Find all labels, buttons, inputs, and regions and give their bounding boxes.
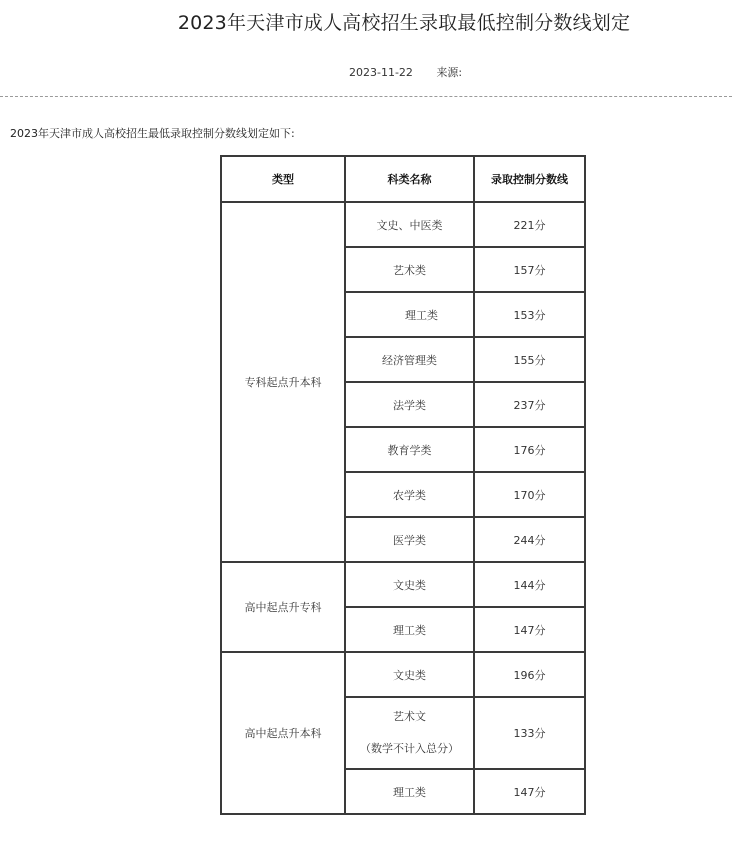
intro-text: 2023年天津市成人高校招生最低录取控制分数线划定如下: <box>10 127 295 140</box>
score-cell: 133分 <box>474 697 585 769</box>
subject-cell <box>345 697 474 769</box>
score-cell: 147分 <box>474 607 585 652</box>
score-cell: 153分 <box>474 292 585 337</box>
subject-text: 理工类 <box>405 308 438 322</box>
score-cell: 157分 <box>474 247 585 292</box>
table-row <box>221 202 585 247</box>
score-cell: 170分 <box>474 472 585 517</box>
score-cell: 196分 <box>474 652 585 697</box>
type-cell: 专科起点升本科 <box>221 202 345 562</box>
subject-cell: 医学类 <box>345 517 474 562</box>
subject-cell: 法学类 <box>345 382 474 427</box>
score-table <box>220 155 586 815</box>
subject-text: 艺术文 <box>393 710 426 723</box>
subject-note: （数学不计入总分） <box>360 742 459 755</box>
score-cell: 144分 <box>474 562 585 607</box>
subject-cell: 教育学类 <box>345 427 474 472</box>
article-meta <box>349 64 462 80</box>
table-row <box>221 562 585 607</box>
type-cell: 高中起点升专科 <box>221 562 345 652</box>
score-cell: 176分 <box>474 427 585 472</box>
subject-cell: 理工类 <box>345 769 474 814</box>
source-label: 来源: <box>436 66 463 79</box>
header-type: 类型 <box>221 156 345 202</box>
subject-cell: 文史类 <box>345 652 474 697</box>
subject-cell: 理工类 <box>345 607 474 652</box>
table-row <box>221 652 585 697</box>
score-cell: 244分 <box>474 517 585 562</box>
type-cell: 高中起点升本科 <box>221 652 345 814</box>
subject-cell: 文史、中医类 <box>345 202 474 247</box>
subject-cell: 农学类 <box>345 472 474 517</box>
score-cell: 155分 <box>474 337 585 382</box>
score-cell: 147分 <box>474 769 585 814</box>
subject-cell: 艺术类 <box>345 247 474 292</box>
header-score: 录取控制分数线 <box>474 156 585 202</box>
score-cell: 221分 <box>474 202 585 247</box>
subject-cell: 文史类 <box>345 562 474 607</box>
publish-date: 2023-11-22 <box>349 66 413 79</box>
header-subject: 科类名称 <box>345 156 474 202</box>
article-title: 2023年天津市成人高校招生录取最低控制分数线划定 <box>177 12 631 34</box>
divider <box>0 96 732 97</box>
subject-cell <box>345 292 474 337</box>
subject-cell: 经济管理类 <box>345 337 474 382</box>
score-cell: 237分 <box>474 382 585 427</box>
table-header-row <box>221 156 585 202</box>
